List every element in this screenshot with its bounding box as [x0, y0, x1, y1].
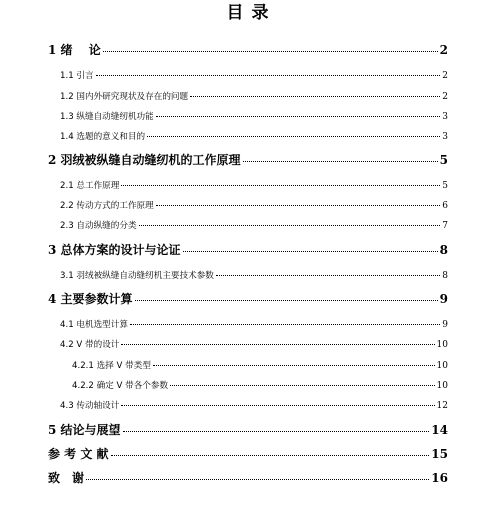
toc-entry-section-2-2[interactable]	[60, 199, 448, 211]
toc-entry-page: 2	[442, 92, 448, 102]
dot-leader	[156, 205, 441, 206]
toc-entry-page: 10	[436, 340, 448, 350]
toc-entry-label: 2.2 传动方式的工作原理	[60, 201, 154, 211]
toc-entry-section-1-2[interactable]	[60, 90, 448, 102]
toc-entry-page: 6	[442, 201, 448, 211]
toc-entry-page: 5	[439, 153, 448, 167]
dot-leader	[147, 136, 440, 137]
toc-entry-section-4-3[interactable]	[60, 399, 448, 411]
dot-leader	[130, 324, 440, 325]
toc-entry-label: 1.3 纵缝自动缝纫机功能	[60, 112, 154, 122]
toc-entry-label: 5 结论与展望	[48, 423, 121, 437]
toc-entry-page: 9	[442, 320, 448, 330]
dot-leader	[170, 385, 434, 386]
toc-entry-subsection-4-2-1[interactable]	[72, 359, 448, 371]
toc-entry-label: 3.1 羽绒被纵缝自动缝纫机主要技术参数	[60, 271, 214, 281]
toc-title: 目 录	[226, 3, 270, 23]
toc-entry-references[interactable]	[48, 445, 448, 462]
toc-entry-label: 1.4 选题的意义和目的	[60, 132, 146, 142]
dot-leader	[216, 275, 440, 276]
dot-leader	[121, 344, 434, 345]
dot-leader	[156, 116, 441, 117]
dot-leader	[190, 96, 440, 97]
toc-entry-page: 12	[436, 401, 448, 411]
dot-leader	[121, 185, 440, 186]
toc-entry-section-2-3[interactable]	[60, 219, 448, 231]
toc-entry-chapter-2[interactable]	[48, 151, 448, 168]
toc-entry-acknowledgements[interactable]	[48, 469, 448, 486]
toc-entry-section-2-1[interactable]	[60, 179, 448, 191]
toc-entry-section-1-4[interactable]	[60, 130, 448, 142]
toc-entry-page: 3	[442, 112, 448, 122]
dot-leader	[153, 365, 435, 366]
toc-entry-label: 2.1 总工作原理	[60, 181, 120, 191]
toc-entry-chapter-5[interactable]	[48, 421, 448, 438]
toc-entry-page: 10	[436, 381, 448, 391]
toc-entry-page: 16	[431, 471, 448, 485]
dot-leader	[111, 455, 430, 456]
toc-entry-label: 2 羽绒被纵缝自动缝纫机的工作原理	[48, 153, 241, 167]
toc-entry-page: 9	[439, 292, 448, 306]
toc-entry-page: 7	[442, 221, 448, 231]
dot-leader	[96, 75, 441, 76]
dot-leader	[183, 251, 438, 252]
toc-entry-section-4-2[interactable]	[60, 338, 448, 350]
toc-entry-section-3-1[interactable]	[60, 269, 448, 281]
toc-entry-label: 1 绪 论	[48, 43, 101, 57]
toc-entry-section-1-1[interactable]	[60, 69, 448, 81]
toc-entry-chapter-1[interactable]	[48, 41, 448, 58]
toc-entry-label: 4.2.1 选择 V 带类型	[72, 361, 151, 371]
dot-leader	[86, 479, 429, 480]
toc-entry-label: 4 主要参数计算	[48, 292, 133, 306]
toc-entry-label: 4.1 电机选型计算	[60, 320, 128, 330]
dot-leader	[139, 225, 441, 226]
toc-entry-label: 1.1 引言	[60, 71, 94, 81]
dot-leader	[121, 405, 434, 406]
toc-entry-page: 15	[431, 447, 448, 461]
toc-entry-label: 4.2.2 确定 V 带各个参数	[72, 381, 169, 391]
dot-leader	[103, 51, 438, 52]
toc-entry-label: 3 总体方案的设计与论证	[48, 243, 181, 257]
toc-entry-page: 2	[442, 71, 448, 81]
dot-leader	[123, 431, 430, 432]
toc-entry-section-4-1[interactable]	[60, 318, 448, 330]
toc-entry-page: 3	[442, 132, 448, 142]
toc-entry-page: 14	[431, 423, 448, 437]
toc-entry-page: 8	[442, 271, 448, 281]
toc-entry-label: 致 谢	[48, 471, 85, 485]
dot-leader	[135, 300, 438, 301]
toc-entry-label: 4.2 V 带的设计	[60, 340, 120, 350]
toc-entry-label: 2.3 自动纵缝的分类	[60, 221, 137, 231]
toc-entry-section-1-3[interactable]	[60, 110, 448, 122]
toc-entry-label: 参 考 文 献	[48, 447, 109, 461]
toc-entry-label: 1.2 国内外研究现状及存在的问题	[60, 92, 189, 102]
toc-entry-chapter-4[interactable]	[48, 290, 448, 307]
dot-leader	[243, 161, 438, 162]
toc-entry-page: 10	[436, 361, 448, 371]
toc-entry-subsection-4-2-2[interactable]	[72, 379, 448, 391]
toc-entry-page: 8	[439, 243, 448, 257]
toc-entry-chapter-3[interactable]	[48, 241, 448, 258]
toc-entry-label: 4.3 传动轴设计	[60, 401, 120, 411]
toc-entry-page: 2	[439, 43, 448, 57]
toc-entry-page: 5	[442, 181, 448, 191]
